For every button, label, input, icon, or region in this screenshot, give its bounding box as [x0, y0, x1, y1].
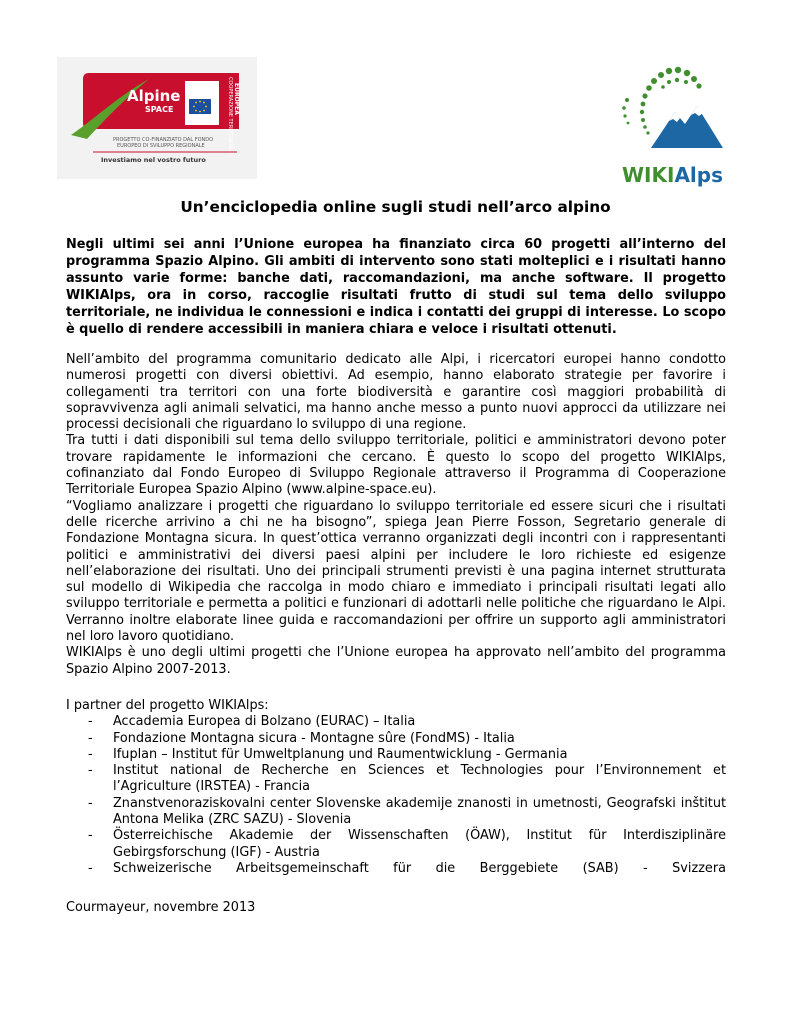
- list-dash: -: [88, 795, 93, 811]
- place-date: Courmayeur, novembre 2013: [66, 900, 256, 915]
- partners-list: [66, 714, 726, 877]
- list-item: [66, 828, 726, 861]
- document-title: Un’enciclopedia online sugli studi nell’arco alpino: [180, 198, 611, 216]
- alpine-cofunding-line2: EUROPEO DI SVILUPPO REGIONALE: [117, 143, 205, 149]
- wordmark-wiki: WIKI: [622, 163, 675, 187]
- list-item: [66, 763, 726, 796]
- list-dash: -: [88, 860, 93, 876]
- list-item: [66, 731, 726, 747]
- wikialps-wordmark: [622, 163, 723, 187]
- list-item: [66, 747, 726, 763]
- body-paragraph: Tra tutti i dati disponibili sul tema dello sviluppo territoriale, politici e amministratori devono poter trovare rapidamente le informazioni che cercano. È questo lo scopo del progetto WIKIAlps, cofinanziato dal Fondo Europeo di Sviluppo Regionale attraverso il Programma di Cooperazione Territoriale Europea Spazio Alpino (www.alpine-space.eu).: [66, 433, 726, 498]
- partner-name: Institut national de Recherche en Sciences et Technologies pour l’Environnement et l’Agriculture (IRSTEA) - Francia: [113, 763, 726, 795]
- partner-name: Österreichische Akademie der Wissenschaften (ÖAW), Institut für Interdisziplinäre Gebirgsforschung (IGF) - Austria: [113, 828, 726, 860]
- abstract-paragraph: Negli ultimi sei anni l’Unione europea ha finanziato circa 60 progetti all’interno del programma Spazio Alpino. Gli ambiti di intervento sono stati molteplici e i risultati hanno assunto varie forme: banche dati, raccomandazioni, ma anche software. Il progetto WIKIAlps, ora in corso, raccoglie risultati frutto di studi sul tema dello sviluppo territoriale, ne individua le connessioni e indica i contatti dei gruppi di interesse. Lo scopo è quello di rendere accessibili in maniera chiara e veloce i risultati ottenuti.: [66, 237, 726, 338]
- partners-intro: I partner del progetto WIKIAlps:: [66, 698, 269, 713]
- mountain-icon: [651, 106, 723, 148]
- body-paragraph: “Vogliamo analizzare i progetti che riguardano lo sviluppo territoriale ed essere sicuri che i risultati delle ricerche arrivino a chi ne ha bisogno”, spiega Jean Pierre Fosson, Segretario generale di Fondazione Montagna sicura. In quest’ottica verranno organizzati degli incontri con i rappresentanti politici e amministrativi dei diversi paesi alpini per includere le loro richieste ed esigenze nell’elaborazione dei risultati. Uno dei principali strumenti previsti è una pagina internet strutturata sul modello di Wikipedia che raccolga in modo chiaro e immediato i principali risultati legati allo sviluppo territoriale e permetta a politici e funzionari di adottarli nelle politiche che riguardano le Alpi. Verranno inoltre elaborate linee guida e raccomandazioni per offrire un supporto agli amministratori nel loro lavoro quotidiano.: [66, 498, 726, 645]
- alpine-cofunding-line1: PROGETTO CO-FINANZIATO DAL FONDO: [113, 137, 214, 143]
- list-dash: -: [88, 828, 93, 844]
- list-item: [66, 714, 726, 730]
- alpine-vertical-text-2: EUROPEA: [233, 83, 240, 115]
- body-paragraph: WIKIAlps è uno degli ultimi progetti che l’Unione europea ha approvato nell’ambito del programma Spazio Alpino 2007-2013.: [66, 645, 726, 677]
- alpine-tagline: Investiamo nel vostro futuro: [101, 156, 206, 164]
- partners-section: [66, 698, 726, 877]
- partner-name: Znanstvenoraziskovalni center Slovenske akademije znanosti in umetnosti, Geografski inštitut Antona Melika (ZRC SAZU) - Slovenia: [113, 795, 726, 828]
- alpine-space-logo: [57, 57, 257, 179]
- body-text: [66, 352, 726, 678]
- body-paragraph: Nell’ambito del programma comunitario dedicato alle Alpi, i ricercatori europei hanno condotto numerosi progetti con diversi obiettivi. Ad esempio, hanno elaborato strategie per favorire i collegamenti tra territori con una forte biodiversità e garantire così maggiori probabilità di sopravvivenza agli animali selvatici, ma hanno anche messo a punto nuovi approcci da utilizzare nei processi decisionali che riguardano lo sviluppo di una regione.: [66, 352, 726, 433]
- partner-name: Fondazione Montagna sicura - Montagne sûre (FondMS) - Italia: [113, 730, 515, 746]
- list-item: [66, 861, 726, 877]
- alpine-name-line1: Alpine: [127, 87, 181, 105]
- partner-name: Accademia Europea di Bolzano (EURAC) – Italia: [113, 714, 416, 730]
- wordmark-alps: Alps: [674, 163, 724, 187]
- alpine-name-line2: SPACE: [145, 105, 174, 114]
- list-dash: -: [88, 730, 93, 746]
- list-item: [66, 796, 726, 829]
- partner-name: Ifuplan – Institut für Umweltplanung und Raumentwicklung - Germania: [113, 746, 568, 762]
- list-dash: -: [88, 763, 93, 779]
- alpine-vertical-text-1: COOPERAZIONE TERRITORIALE: [227, 77, 233, 155]
- list-dash: -: [88, 714, 93, 730]
- list-dash: -: [88, 746, 93, 762]
- partner-name: Schweizerische Arbeitsgemeinschaft für die Berggebiete (SAB) - Svizzera: [113, 860, 726, 876]
